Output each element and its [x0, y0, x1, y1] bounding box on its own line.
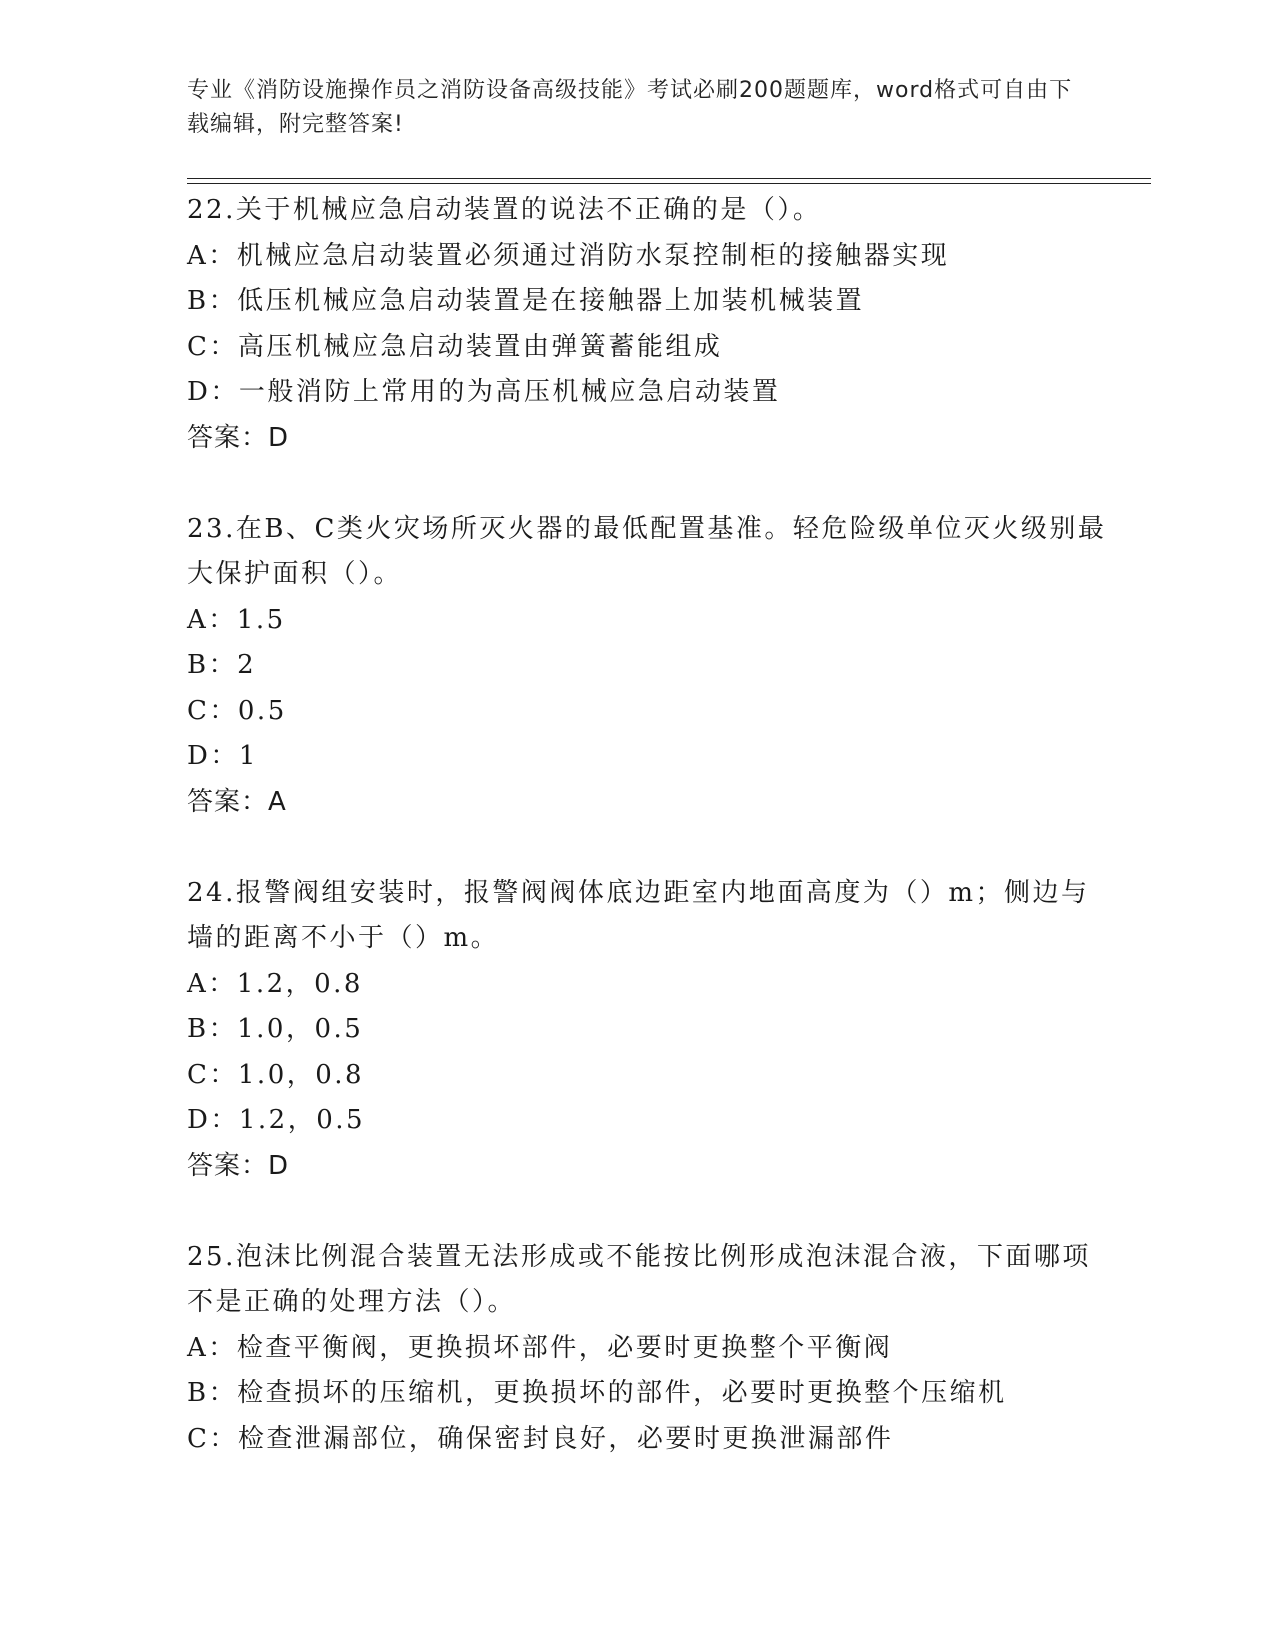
answer: 答案：D: [187, 422, 290, 453]
question-24: [187, 871, 1107, 1190]
option-a: A：1.5: [187, 604, 286, 635]
document-header: 专业《消防设施操作员之消防设备高级技能》考试必刷200题题库，word格式可自由下载编辑，附完整答案!: [187, 78, 1073, 137]
question-stem: 24.报警阀组安装时，报警阀阀体底边距室内地面高度为（）m；侧边与墙的距离不小于（）m。: [187, 877, 1090, 953]
option-c: C：0.5: [187, 695, 287, 726]
answer: 答案：D: [187, 1150, 290, 1181]
spacer: [187, 1189, 1107, 1235]
option-b: B：2: [187, 650, 257, 680]
answer: 答案：A: [187, 786, 287, 817]
option-d: D：1: [187, 741, 258, 771]
option-b: B：1.0，0.5: [187, 1014, 364, 1044]
spacer: [187, 461, 1107, 507]
option-b: B：低压机械应急启动装置是在接触器上加装机械装置: [187, 286, 865, 316]
option-d: D：1.2，0.5: [187, 1105, 366, 1135]
question-stem: 23.在B、C类火灾场所灭火器的最低配置基准。轻危险级单位灭火级别最大保护面积（）。: [187, 513, 1107, 589]
option-c: C：高压机械应急启动装置由弹簧蓄能组成: [187, 331, 723, 362]
option-a: A：检查平衡阀，更换损坏部件，必要时更换整个平衡阀: [187, 1332, 893, 1363]
question-list: [187, 188, 1107, 1462]
option-a: A：机械应急启动装置必须通过消防水泵控制柜的接触器实现: [187, 240, 950, 271]
spacer: [187, 825, 1107, 871]
option-a: A：1.2，0.8: [187, 968, 363, 999]
question-25: [187, 1235, 1107, 1463]
header-rule-bottom: [187, 183, 1151, 184]
option-c: C：检查泄漏部位，确保密封良好，必要时更换泄漏部件: [187, 1423, 894, 1454]
question-stem: 25.泡沫比例混合装置无法形成或不能按比例形成泡沫混合液，下面哪项不是正确的处理方法（）。: [187, 1241, 1091, 1317]
option-b: B：检查损坏的压缩机，更换损坏的部件，必要时更换整个压缩机: [187, 1378, 1007, 1408]
question-stem: 22.关于机械应急启动装置的说法不正确的是（）。: [187, 195, 822, 225]
header-rule-top: [187, 178, 1151, 179]
option-c: C：1.0，0.8: [187, 1059, 365, 1090]
question-22: [187, 188, 1107, 461]
option-d: D：一般消防上常用的为高压机械应急启动装置: [187, 377, 781, 407]
question-23: [187, 507, 1107, 826]
